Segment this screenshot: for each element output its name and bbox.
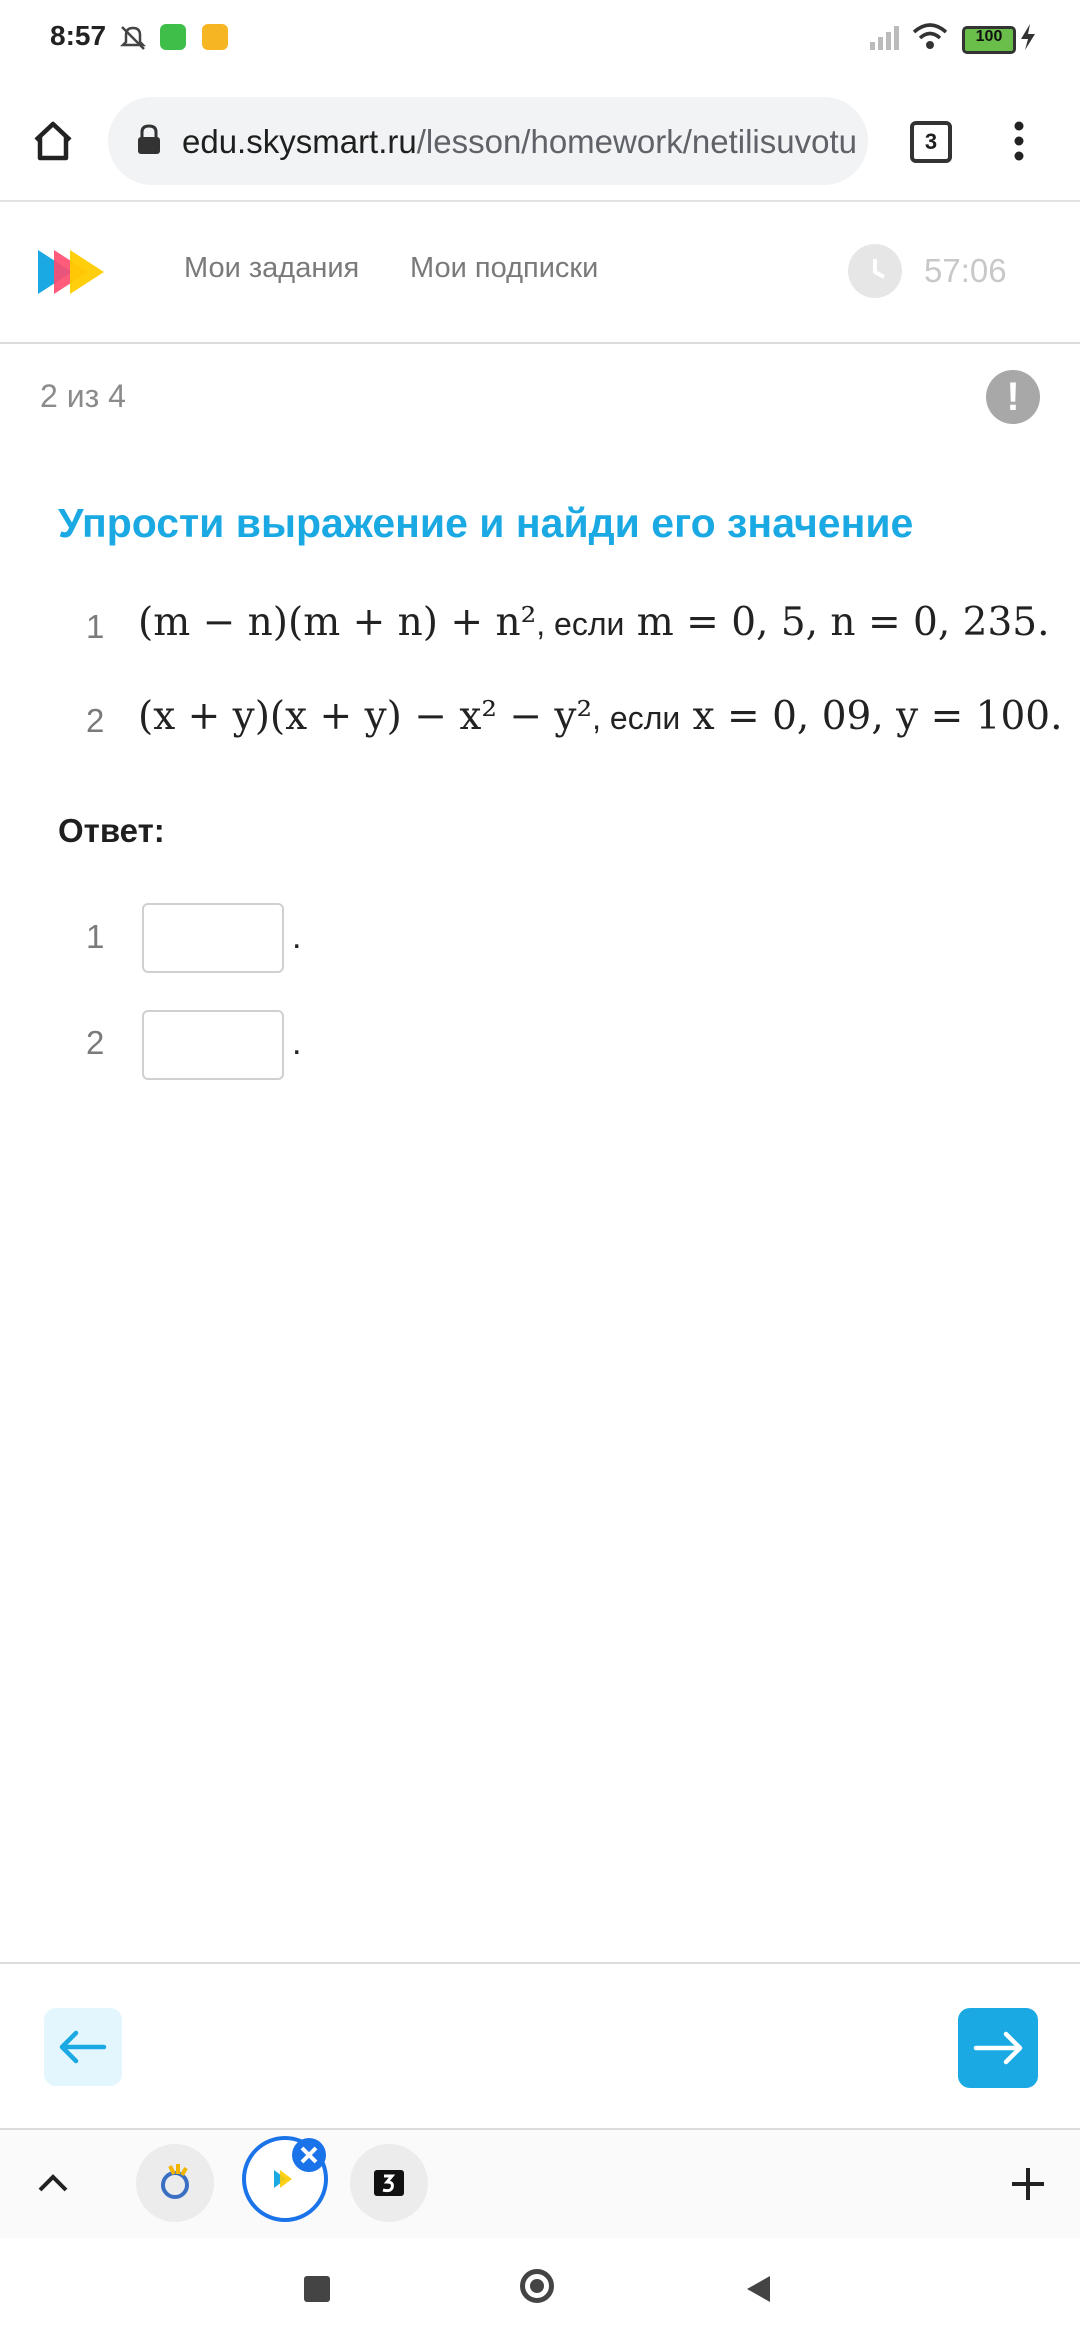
stop-icon[interactable] xyxy=(304,2276,330,2302)
report-icon[interactable]: ! xyxy=(986,370,1040,424)
answer-row-number: 2 xyxy=(86,1024,105,1061)
battery-icon: 100 xyxy=(962,26,1016,54)
task-if-word: если xyxy=(609,700,681,736)
task-item-1: (m − n)(m + n) + n², если m = 0, 5, n = 0, 235. xyxy=(138,600,1050,645)
menu-icon[interactable] xyxy=(1004,118,1034,164)
address-bar[interactable] xyxy=(108,97,868,185)
task-progress: 2 из 4 xyxy=(40,378,126,414)
task-item-2: (x + y)(x + y) − x² − y², если x = 0, 09, y = 100. xyxy=(138,694,1063,739)
tab-switcher-button[interactable]: 3 xyxy=(910,121,952,163)
task-item-number: 1 xyxy=(86,608,105,645)
muted-bell-icon xyxy=(118,22,148,52)
app-favicon-icon xyxy=(350,2144,428,2222)
answer-input-2[interactable] xyxy=(142,1010,284,1080)
arrow-left-icon xyxy=(44,2008,122,2086)
tab-chip-1[interactable] xyxy=(136,2144,214,2222)
site-favicon-icon xyxy=(136,2144,214,2222)
nav-my-tasks[interactable]: Мои задания xyxy=(184,252,360,284)
answer-suffix: . xyxy=(292,1024,302,1062)
task-condition: m = 0, 5, n = 0, 235. xyxy=(636,600,1050,645)
app-notification-icon xyxy=(160,24,186,50)
previous-task-button[interactable] xyxy=(44,2008,122,2086)
home-circle-icon[interactable] xyxy=(520,2269,554,2303)
task-if-word: если xyxy=(554,606,625,642)
url-text: edu.skysmart.ru/lesson/homework/netilisuvotu xyxy=(182,123,857,160)
lock-icon xyxy=(136,123,162,157)
answer-row-number: 1 xyxy=(86,918,105,955)
wifi-icon xyxy=(912,22,948,52)
chevron-up-icon[interactable] xyxy=(34,2168,72,2198)
back-triangle-icon[interactable] xyxy=(744,2274,774,2304)
task-expression: (x + y)(x + y) − x² − y² xyxy=(138,694,593,739)
answer-suffix: . xyxy=(292,918,302,956)
answer-input-1[interactable] xyxy=(142,903,284,973)
arrow-right-icon xyxy=(958,2008,1038,2088)
footer-divider xyxy=(0,1962,1080,1964)
clock-icon xyxy=(848,244,902,298)
answer-label: Ответ: xyxy=(58,812,165,849)
app-notification-icon-2 xyxy=(202,24,228,50)
tab-chip-3[interactable] xyxy=(350,2144,428,2222)
plus-icon[interactable] xyxy=(1008,2164,1048,2204)
next-task-button[interactable] xyxy=(958,2008,1038,2088)
close-tab-icon[interactable] xyxy=(292,2138,326,2172)
charging-icon xyxy=(1018,22,1038,52)
signal-icon xyxy=(868,22,902,52)
nav-my-subscriptions[interactable]: Мои подписки xyxy=(410,252,599,284)
task-expression: (m − n)(m + n) + n² xyxy=(138,600,537,645)
status-bar xyxy=(0,0,1080,80)
status-time: 8:57 xyxy=(50,20,107,51)
system-nav-bar xyxy=(0,2238,1080,2340)
skysmart-logo[interactable] xyxy=(34,246,108,298)
task-title: Упрости выражение и найди его значение xyxy=(58,500,914,546)
task-item-number: 2 xyxy=(86,702,105,739)
task-condition: x = 0, 09, y = 100. xyxy=(692,694,1063,739)
timer: 57:06 xyxy=(924,252,1007,289)
home-icon[interactable] xyxy=(30,118,76,164)
